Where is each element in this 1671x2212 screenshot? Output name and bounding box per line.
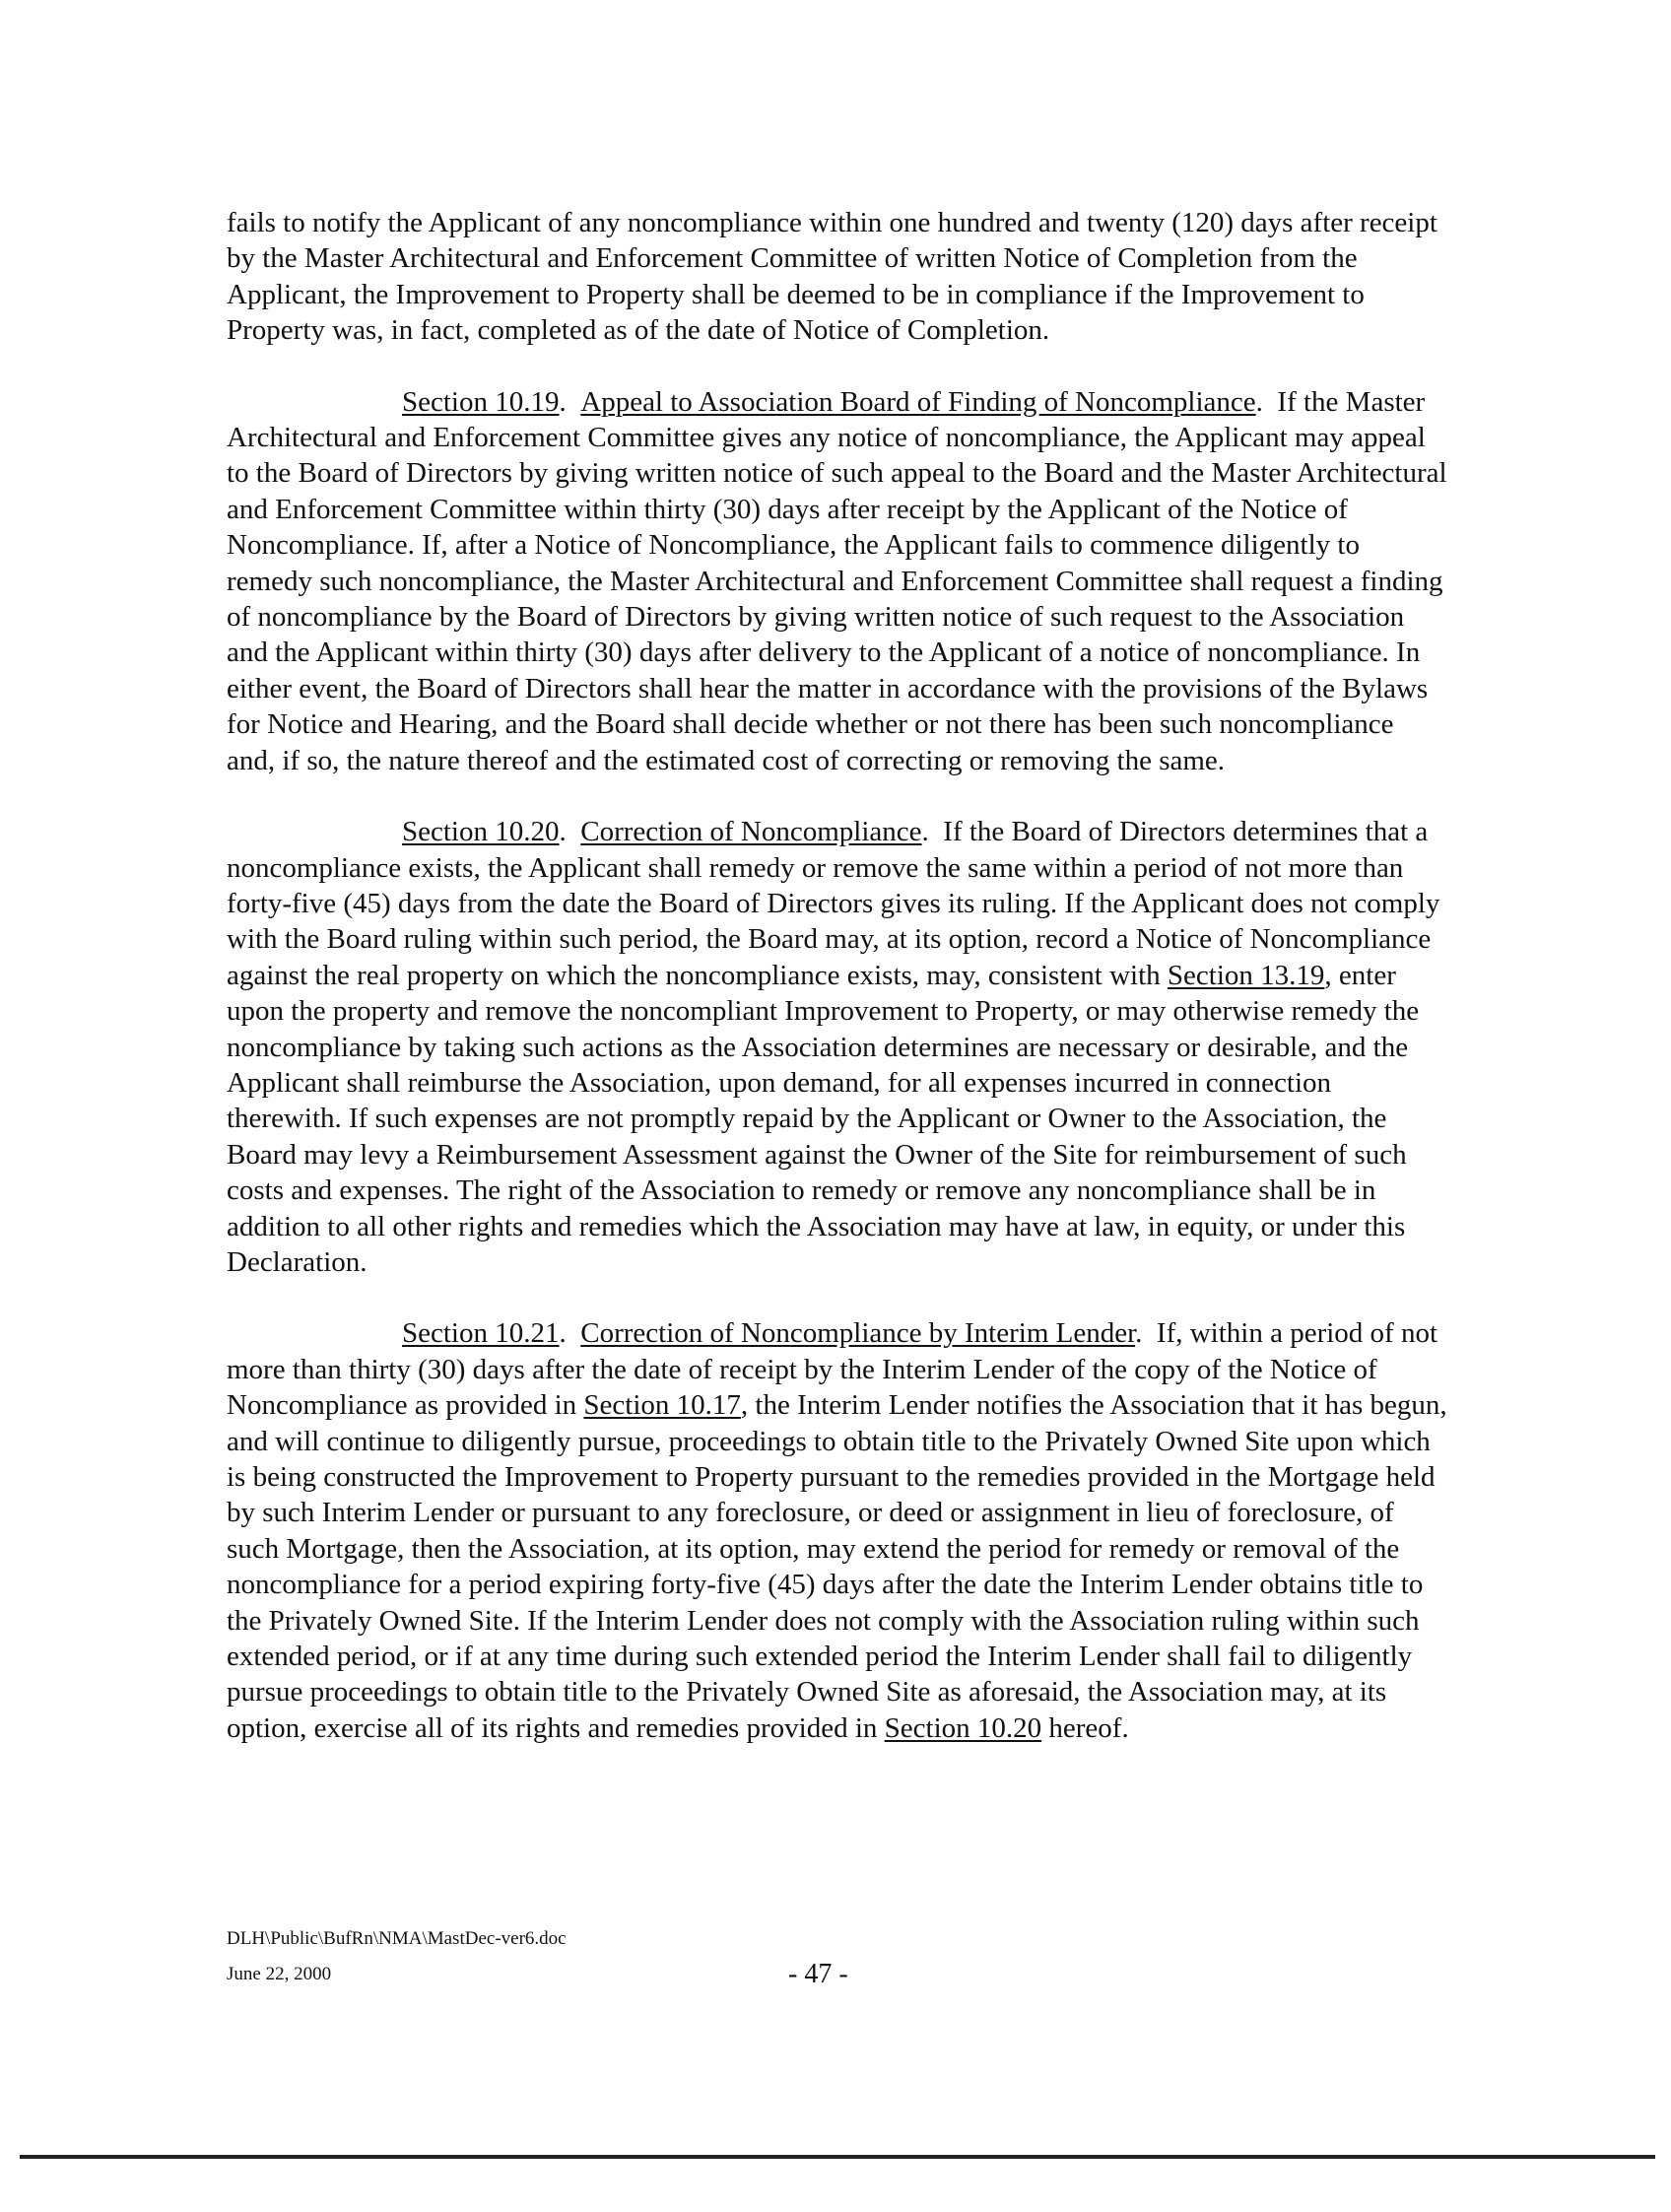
paragraph-text: hereof. [1048, 1711, 1129, 1744]
section-reference: Section 10.20 [884, 1711, 1042, 1744]
paragraph-text: If the Master Architectural and Enforcement Committee gives any notice of noncompliance, the Applicant may appeal to the Board of Directors by giving written notice of such appeal to the Board and the Master Architectural and Enforcement Committee within thirty (30) days after receipt by the Applicant of the Notice of Noncompliance. If, after a Notice of Noncompliance, the Applicant fails to commence diligently to remedy such noncompliance, the Master Architectural and Enforcement Committee shall request a finding of noncompliance by the Board of Directors by giving written notice of such request to the Association and the Applicant within thirty (30) days after delivery to the Applicant of a notice of noncompliance. In either event, the Board of Directors shall hear the matter in accordance with the provisions of the Bylaws for Notice and Hearing, and the Board shall decide whether or not there has been such noncompliance and, if so, the nature thereof and the estimated cost of correcting or removing the same. [227, 385, 1447, 776]
paragraph-section-10-20: Section 10.20. Correction of Noncompliance. If the Board of Directors determines that a noncompliance exists, the Applicant shall remedy or remove the same within a period of not more than forty-five (45) days from the date the Board of Directors gives its ruling. If the Applicant does not comply with the Board ruling within such period, the Board may, at its option, record a Notice of Noncompliance against the real property on which the noncompliance exists, may, consistent with Section 13.19, enter upon the property and remove the noncompliant Improvement to Property, or may otherwise remedy the noncompliance by taking such actions as the Association determines are necessary or desirable, and the Applicant shall reimburse the Association, upon demand, for all expenses incurred in connection therewith. If such expenses are not promptly repaid by the Applicant or Owner to the Association, the Board may levy a Reimbursement Assessment against the Owner of the Site for reimbursement of such costs and expenses. The right of the Association to remedy or remove any noncompliance shall be in addition to all other rights and remedies which the Association may have at law, in equity, or under this Declaration. [227, 816, 1440, 1278]
section-reference: Section 10.17 [583, 1389, 741, 1422]
document-body [227, 205, 1448, 1781]
footer-file-path: DLH\Public\BufRn\NMA\MastDec-ver6.doc [227, 1928, 567, 1949]
page-footer [227, 1921, 1448, 1992]
paragraph-continuation [227, 205, 1448, 349]
section-title: Correction of Noncompliance [580, 816, 922, 848]
footer-date: June 22, 2000 [227, 1964, 332, 1984]
bottom-rule [20, 2155, 1655, 2159]
paragraph-section-10-19: Section 10.19. Appeal to Association Board of Finding of Noncompliance. If the Master Architectural and Enforcement Committee gives any notice of noncompliance, the Applicant may appeal to the Board of Directors by giving written notice of such appeal to the Board and the Master Architectural and Enforcement Committee within thirty (30) days after receipt by the Applicant of the Notice of Noncompliance. If, after a Notice of Noncompliance, the Applicant fails to commence diligently to remedy such noncompliance, the Master Architectural and Enforcement Committee shall request a finding of noncompliance by the Board of Directors by giving written notice of such request to the Association and the Applicant within thirty (30) days after delivery to the Applicant of a notice of noncompliance. In either event, the Board of Directors shall hear the matter in accordance with the provisions of the Bylaws for Notice and Hearing, and the Board shall decide whether or not there has been such noncompliance and, if so, the nature thereof and the estimated cost of correcting or removing the same. [227, 385, 1447, 776]
paragraph-text: , the Interim Lender notifies the Association that it has begun, and will continue to diligently pursue, proceedings to obtain title to the Privately Owned Site upon which is being constructed the Improvement to Property pursuant to the remedies provided in the Mortgage held by such Interim Lender or pursuant to any foreclosure, or deed or assignment in lieu of foreclosure, of such Mortgage, then the Association, at its option, may extend the period for remedy or removal of the noncompliance for a period expiring forty-five (45) days after the date the Interim Lender obtains title to the Privately Owned Site. If the Interim Lender does not comply with the Association ruling within such extended period, or if at any time during such extended period the Interim Lender shall fail to diligently pursue proceedings to obtain title to the Privately Owned Site as aforesaid, the Association may, at its option, exercise all of its rights and remedies provided in [227, 1389, 1447, 1744]
paragraph-text: fails to notify the Applicant of any noncompliance within one hundred and twenty (120) days after receipt by the Master Architectural and Enforcement Committee of written Notice of Completion from the Applicant, the Improvement to Property shall be deemed to be in compliance if the Improvement to Property was, in fact, completed as of the date of Notice of Completion. [227, 207, 1437, 347]
paragraph-section-10-21: Section 10.21. Correction of Noncompliance by Interim Lender. If, within a period of not more than thirty (30) days after the date of receipt by the Interim Lender of the copy of the Notice of Noncompliance as provided in Section 10.17, the Interim Lender notifies the Association that it has begun, and will continue to diligently pursue, proceedings to obtain title to the Privately Owned Site upon which is being constructed the Improvement to Property pursuant to the remedies provided in the Mortgage held by such Interim Lender or pursuant to any foreclosure, or deed or assignment in lieu of foreclosure, of such Mortgage, then the Association, at its option, may extend the period for remedy or removal of the noncompliance for a period expiring forty-five (45) days after the date the Interim Lender obtains title to the Privately Owned Site. If the Interim Lender does not comply with the Association ruling within such extended period, or if at any time during such extended period the Interim Lender shall fail to diligently pursue proceedings to obtain title to the Privately Owned Site as aforesaid, the Association may, at its option, exercise all of its rights and remedies provided in Section 10.20 hereof. [227, 1317, 1447, 1744]
section-reference: Section 13.19 [1167, 959, 1325, 991]
section-number: Section 10.20 [402, 816, 560, 848]
paragraph-text: If the Board of Directors determines that a noncompliance exists, the Applicant shall remedy or remove the same within a period of not more than forty-five (45) days from the date the Board of Directors gives its ruling. If the Applicant does not comply with the Board ruling within such period, the Board may, at its option, record a Notice of Noncompliance against the real property on which the noncompliance exists, may, consistent with [227, 816, 1440, 991]
paragraph-text: , enter upon the property and remove the noncompliant Improvement to Property, or may otherwise remedy the noncompliance by taking such actions as the Association determines are necessary or desirable, and the Applicant shall reimburse the Association, upon demand, for all expenses incurred in connection therewith. If such expenses are not promptly repaid by the Applicant or Owner to the Association, the Board may levy a Reimbursement Assessment against the Owner of the Site for reimbursement of such costs and expenses. The right of the Association to remedy or remove any noncompliance shall be in addition to all other rights and remedies which the Association may have at law, in equity, or under this Declaration. [227, 959, 1420, 1278]
section-title: Appeal to Association Board of Finding of Noncompliance [580, 385, 1256, 418]
section-title: Correction of Noncompliance by Interim Lender [580, 1317, 1136, 1350]
paragraph-text: If, within a period of not more than thirty (30) days after the date of receipt by the Interim Lender of the copy of the Notice of Noncompliance as provided in [227, 1317, 1438, 1422]
page-number: - 47 - [788, 1959, 848, 1989]
section-number: Section 10.21 [402, 1317, 560, 1350]
section-number: Section 10.19 [402, 385, 560, 418]
